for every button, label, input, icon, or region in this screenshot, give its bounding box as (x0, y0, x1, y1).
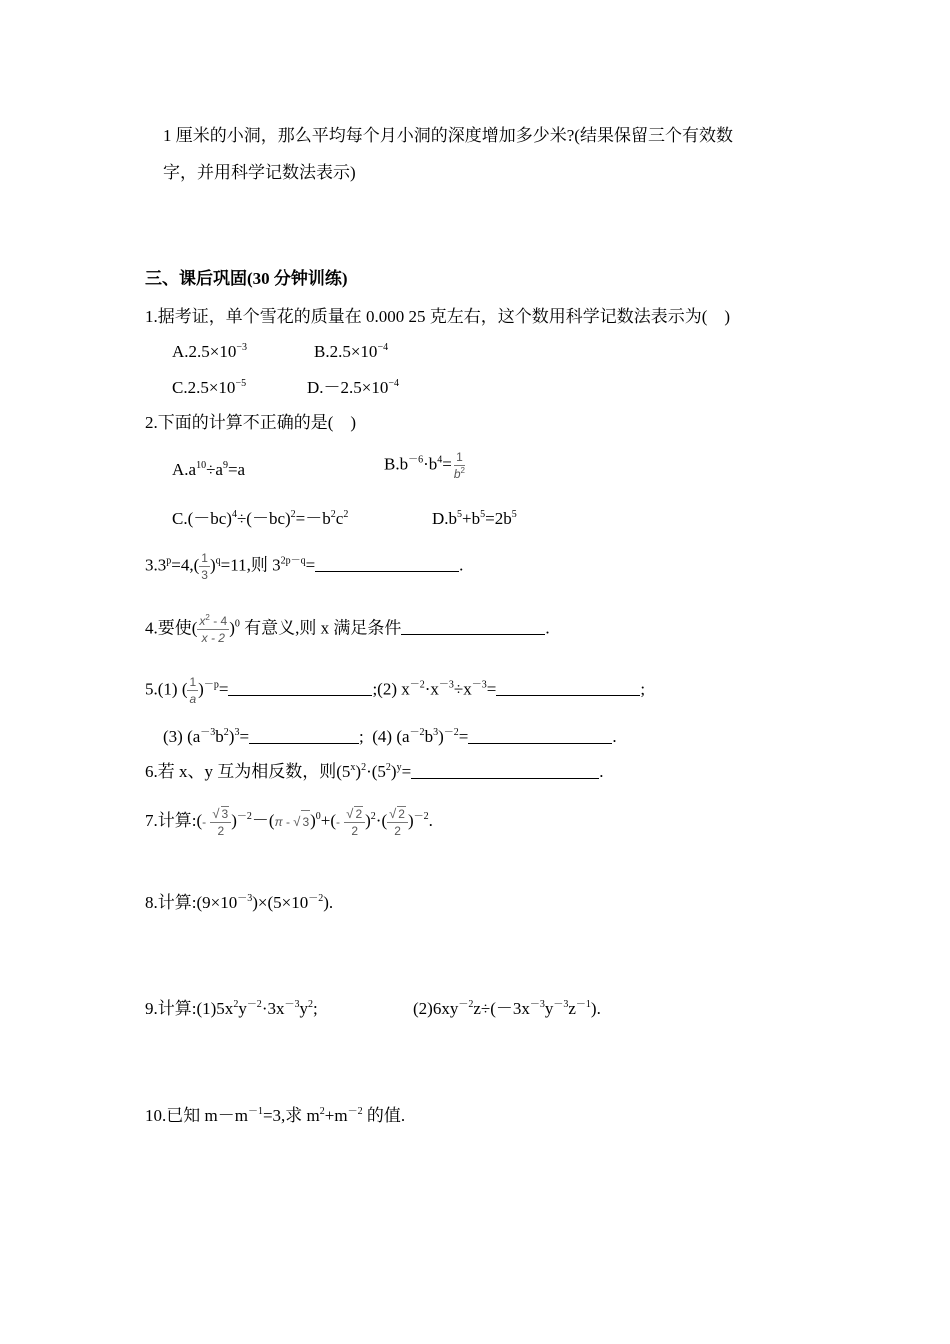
answer-blank[interactable] (468, 727, 612, 744)
q2-option-d: $D.b^5+b^5=2b^5$ (432, 509, 517, 528)
question-2: 2.下面的计算不正确的是( ) (145, 413, 357, 432)
fraction: $\frac{1}{a}$ (189, 675, 197, 706)
question-5-part-1: 5.(1) ( $\frac{1}{a}$ )$^{-p}$= ;(2) $x^{-2}\cdot x^{-3}\div x^{-3}=$ ; (145, 675, 646, 706)
question-6: 6.若 x、y 互为相反数，则$(5^x)^2\cdot(5^2)^y=$ . (145, 762, 604, 781)
fraction: $\frac{√ 3}{2}$ (210, 806, 231, 838)
answer-blank[interactable] (315, 555, 459, 572)
fraction: $\frac{√ 2}{2}$ (344, 806, 365, 838)
question-3: $3.3^p=4$,( $\frac{1}{3}$ )$^q$=11,则 $3^{2p-q}=$ . (145, 551, 464, 582)
q2-option-c: $C.(-bc)^4\div(-bc)^2=-b^2c^2$ (172, 509, 349, 528)
question-7: 7.计算:(- $\frac{√ 3}{2}$ )$^{-2}$－(π - √ 3)$^0$+(- $\frac{√ 2}{2}$ )$^2$·( $\frac{√ 2}{2}$ )$^{-2}$. (145, 806, 433, 838)
intro-line-2: 字，并用科学记数法表示) (163, 163, 356, 182)
answer-blank[interactable] (228, 679, 372, 696)
fraction: $\frac{1}{3}$ (201, 551, 208, 582)
answer-blank[interactable] (496, 679, 640, 696)
q1-option-d: $D.-2.5\times 10^{-4}$ (307, 378, 400, 397)
answer-blank[interactable] (411, 762, 599, 779)
question-1: 1.据考证，单个雪花的质量在 0.000 25 克左右，这个数用科学记数法表示为( ) (145, 307, 731, 326)
fraction: $\frac{√ 2}{2}$ (387, 806, 408, 838)
q1-option-a: $A.2.5\times 10^{-3}$ (172, 342, 248, 361)
intro-line-1: 1 厘米的小洞，那么平均每个月小洞的深度增加多少米?(结果保留三个有效数 (163, 126, 733, 145)
answer-blank[interactable] (401, 618, 545, 635)
question-4: 4.要使( $\frac{x^2 - 4}{x - 2}$ )$^0$ 有意义,则 x 满足条件 . (145, 613, 550, 645)
fraction: $\frac{x^2 - 4}{x - 2}$ (199, 613, 228, 645)
question-9-part-2: $(2)6xy^{-2}z\div(-3x^{-3}y^{-3}z^{-1})$. (413, 999, 601, 1018)
q2-option-b: $B.b^{-6}\cdot b^4=$ $\frac{1}{b^2}$ (384, 450, 465, 481)
answer-blank[interactable] (249, 727, 359, 744)
q1-option-c: $C.2.5\times 10^{-5}$ (172, 378, 247, 397)
fraction: $\frac{1}{b^2}$ (453, 450, 465, 481)
q2-option-a: $A.a^{10}\div a^9=a$ (172, 460, 246, 479)
question-5-part-3: (3) $(a^{-3}b^2)^3=$ ; (4) $(a^{-2}b^3)^{-2}=$ . (163, 727, 617, 746)
q1-option-b: $B.2.5\times 10^{-4}$ (314, 342, 389, 361)
question-8: 8.计算$:(9\times 10^{-3})\times(5\times 10^{-2})$. (145, 893, 334, 912)
question-9-part-1: 9.计算$:(1)5x^2y^{-2}\cdot 3x^{-3}y^2$; (145, 999, 318, 1018)
question-10: 10.已知 $m-m^{-1}=3$,求 $m^2+m^{-2}$ 的值. (145, 1106, 406, 1125)
section-title: 三、课后巩固(30 分钟训练) (145, 269, 348, 288)
